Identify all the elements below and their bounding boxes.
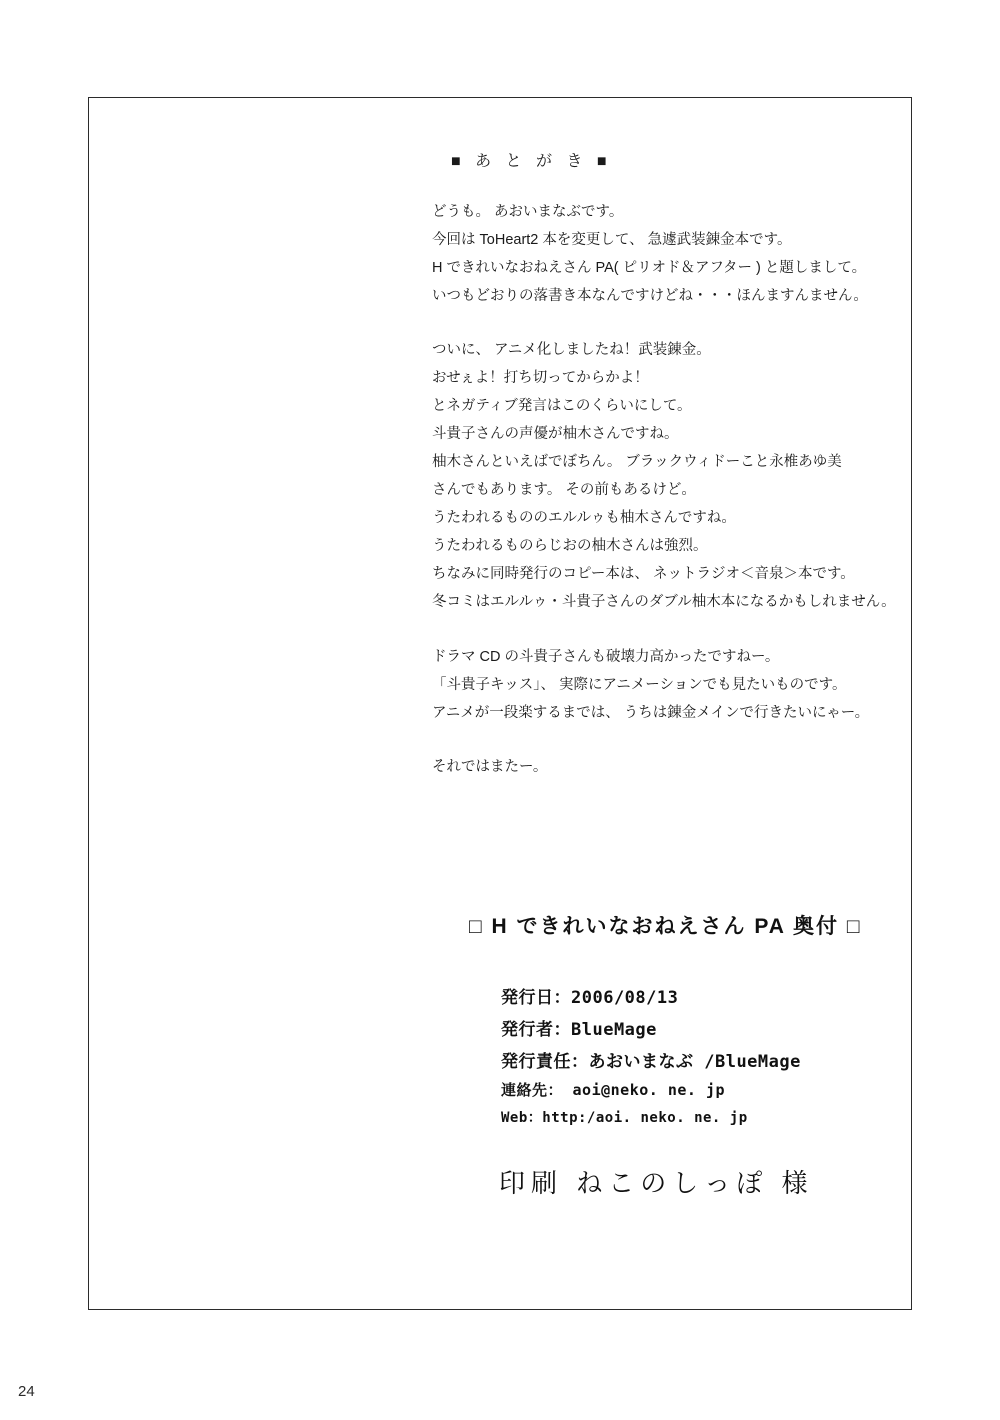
page-number: 24 (18, 1383, 35, 1400)
afterword-line: それではまたー。 (432, 759, 548, 775)
afterword-line: ドラマ CD の斗貴子さんも破壊力高かったですねー。 (432, 649, 780, 665)
afterword-line: 柚木さんといえばでぼちん。 ブラックウィドーこと永椎あゆ美 (432, 454, 842, 470)
colophon-responsible: 発行責任：あおいまなぶ /BlueMage (501, 1052, 801, 1072)
colophon-printer: 印刷 ねこのしっぽ 様 (499, 1168, 814, 1198)
afterword-line: 「斗貴子キッス」、 実際にアニメーションでも見たいものです。 (432, 677, 847, 693)
afterword-line: 今回は ToHeart2 本を変更して、 急遽武装錬金本です。 (432, 232, 792, 248)
colophon-website: Web：http:/aoi. neko. ne. jp (501, 1110, 748, 1126)
colophon-list (501, 983, 801, 1134)
afterword-line: H できれいなおねえさん PA( ピリオド＆アフター ) と題しまして。 (432, 260, 867, 276)
afterword-line: 斗貴子さんの声優が柚木さんですね。 (432, 426, 679, 442)
page-frame (88, 97, 912, 1310)
colophon-publish-date: 発行日：2006/08/13 (501, 988, 679, 1008)
colophon-publisher: 発行者：BlueMage (501, 1020, 657, 1040)
afterword-line: うたわれるもののエルルゥも柚木さんですね。 (432, 510, 736, 526)
afterword-line: さんでもあります。 その前もあるけど。 (432, 482, 696, 498)
afterword-line: とネガティブ発言はこのくらいにして。 (432, 398, 692, 414)
afterword-line: 冬コミはエルルゥ・斗貴子さんのダブル柚木本になるかもしれません。 (432, 594, 896, 610)
afterword-paragraph-1 (432, 198, 868, 310)
afterword-line: ちなみに同時発行のコピー本は、 ネットラジオ＜音泉＞本です。 (432, 566, 855, 582)
afterword-line: うたわれるものらじおの柚木さんは強烈。 (432, 538, 708, 554)
afterword-line: おせぇよ！打ち切ってからかよ！ (432, 370, 649, 386)
colophon-contact-email: 連絡先： aoi@neko. ne. jp (501, 1081, 726, 1099)
afterword-paragraph-2 (432, 336, 896, 616)
colophon-title: □ H できれいなおねえさん PA 奥付 □ (469, 915, 862, 938)
afterword-paragraph-3 (432, 643, 869, 727)
afterword-line: いつもどおりの落書き本なんですけどね・・・ほんますんません。 (432, 288, 868, 304)
afterword-paragraph-4 (432, 753, 547, 781)
afterword-line: どうも。 あおいまなぶです。 (432, 204, 624, 220)
afterword-line: ついに、 アニメ化しましたね！武装錬金。 (432, 342, 711, 358)
afterword-line: アニメが一段楽するまでは、 うちは錬金メインで行きたいにゃー。 (432, 705, 870, 721)
afterword-heading: ■ あ と が き ■ (451, 153, 612, 170)
